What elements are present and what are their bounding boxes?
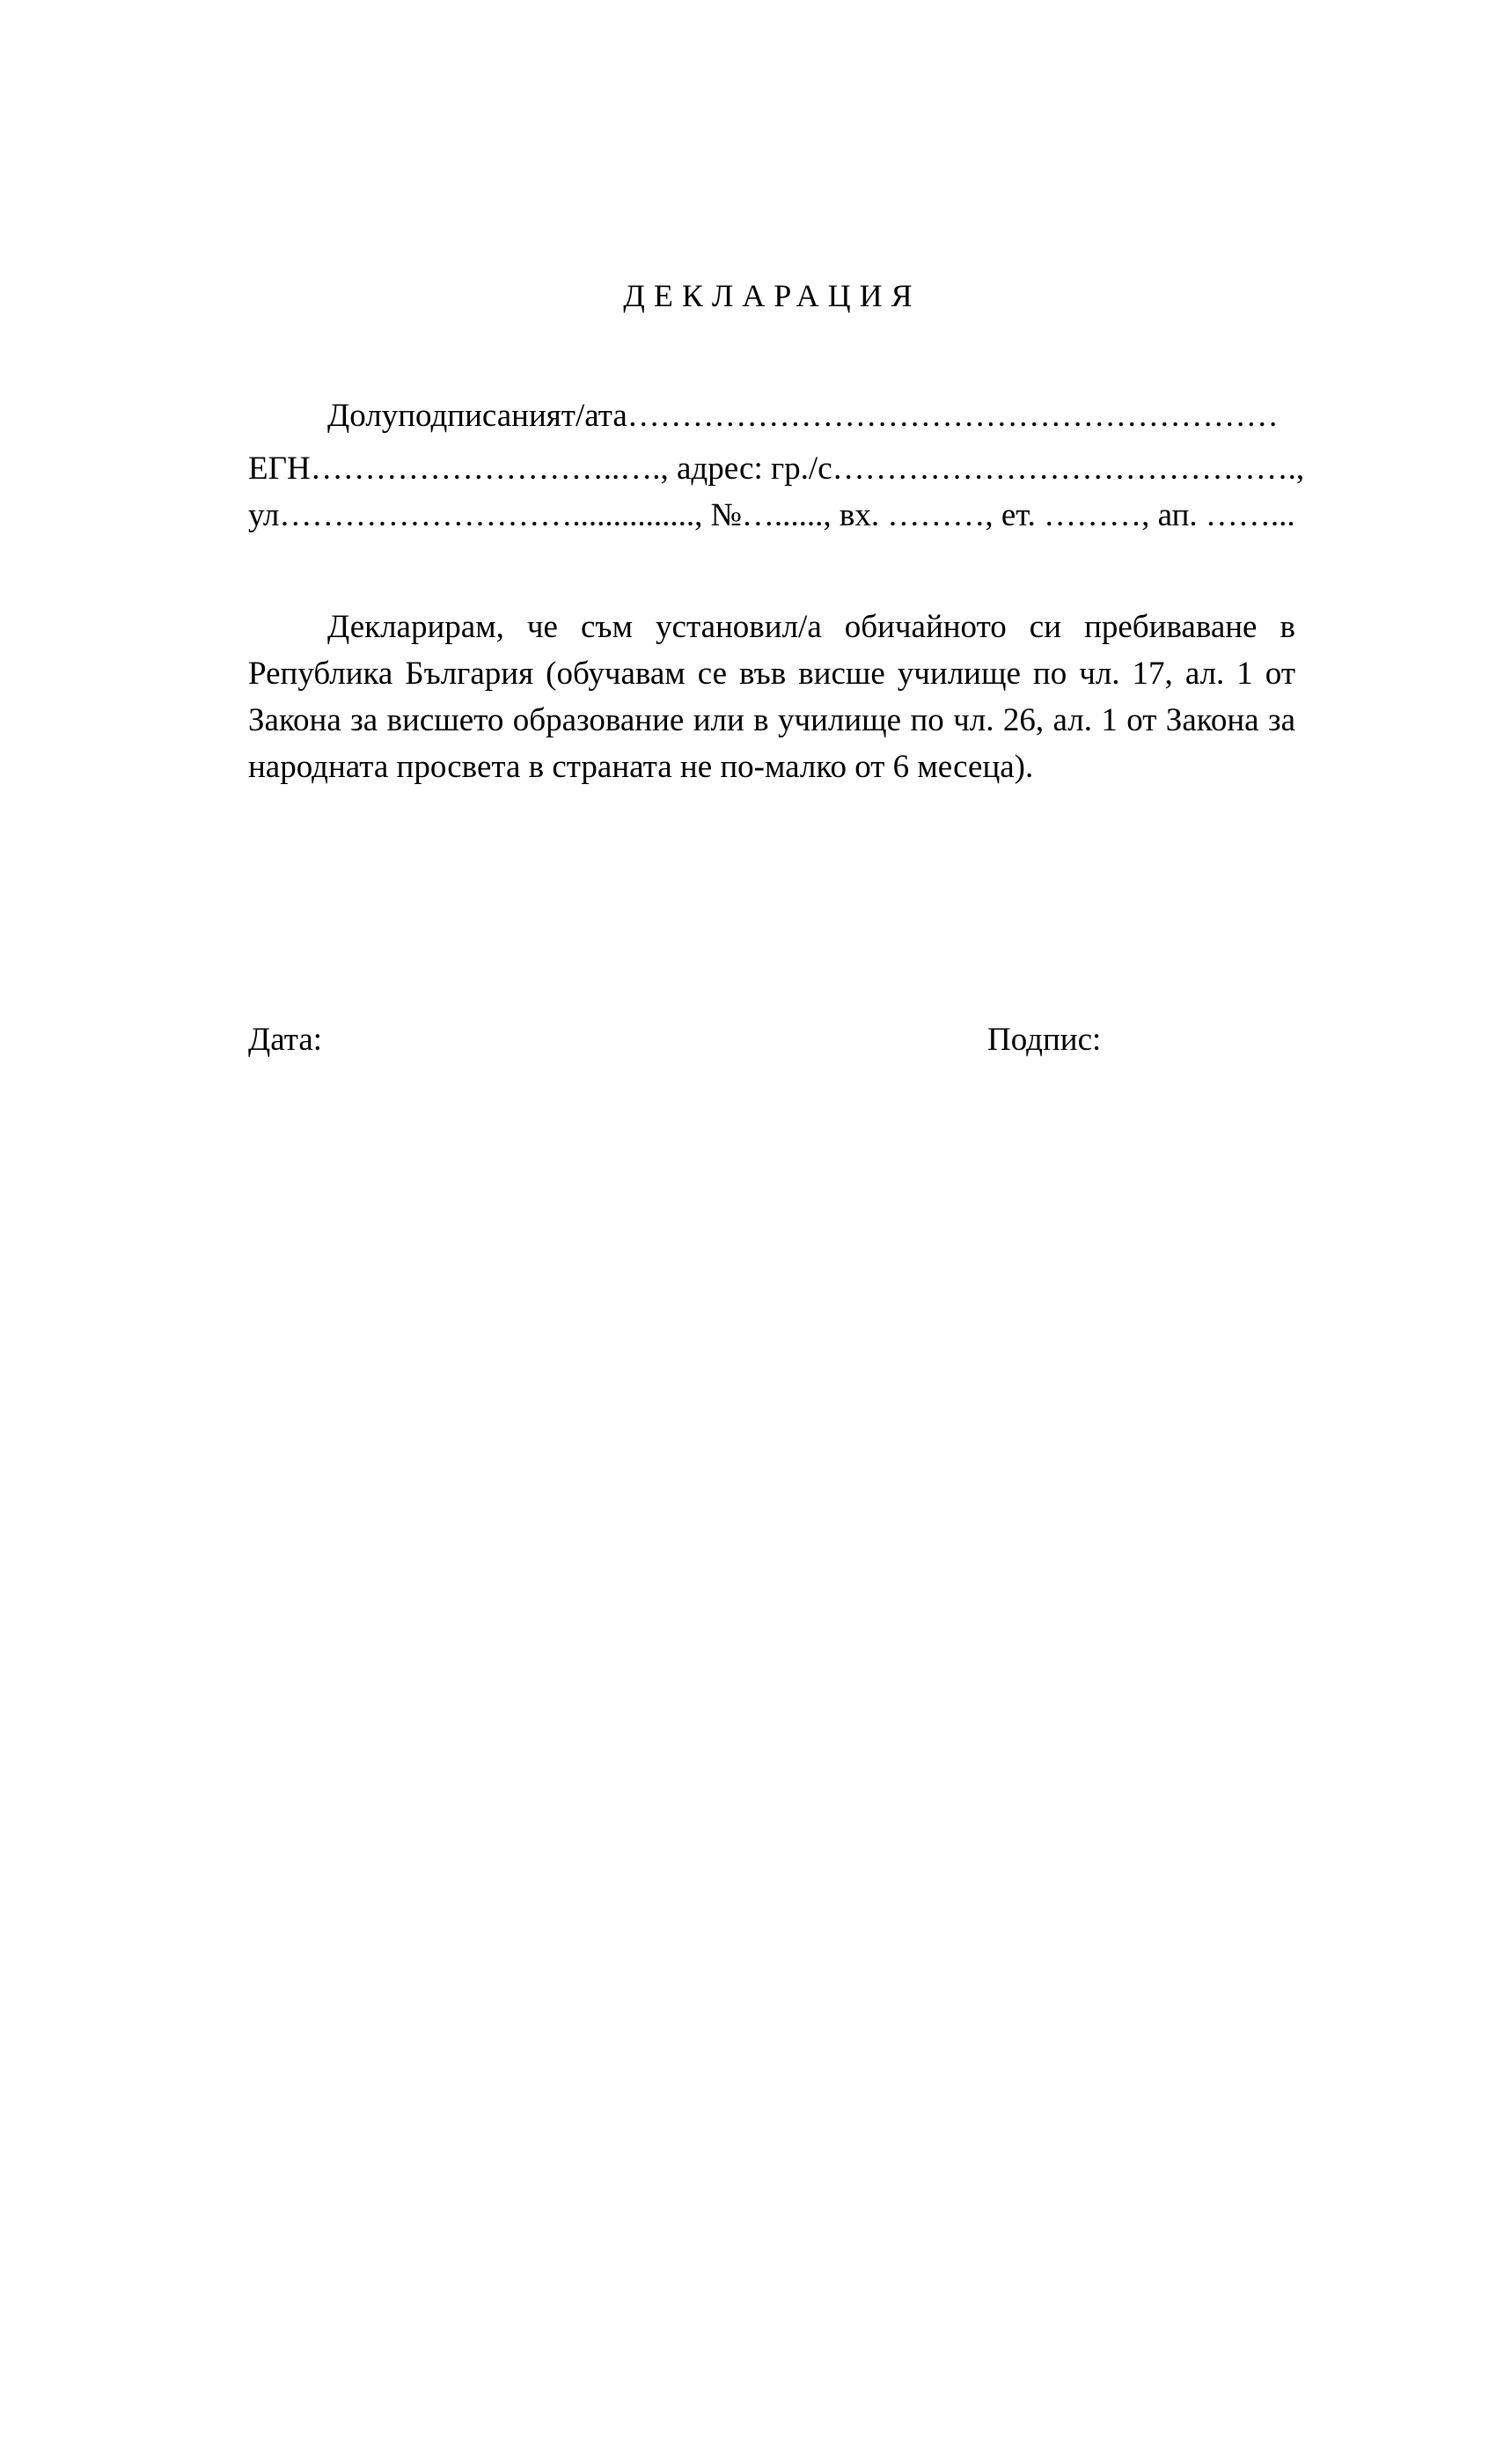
date-label: Дата: bbox=[248, 1022, 323, 1058]
street-address-line: ул………………………..............., №…......, вх. ………, ет. ………, ап. ……... bbox=[248, 497, 1295, 533]
signature-label: Подпис: bbox=[987, 1022, 1102, 1058]
document-title: ДЕКЛАРАЦИЯ bbox=[623, 278, 921, 313]
egn-address-line: ЕГН………………………..…., адрес: гр./с……………………………………., bbox=[248, 451, 1305, 487]
undersigned-name-line: Долуподписаният/ата…………………………………………………… bbox=[327, 398, 1279, 434]
declaration-paragraph: Декларирам, че съм установил/а обичайното си пребиваване в Република България (обучавам се във висше училище по чл. 17, ал. 1 от Закона за висшето образование или в училище по чл. 26, ал. 1 от Закона за народната просвета в страната не по-малко от 6 месеца). bbox=[248, 609, 1295, 785]
